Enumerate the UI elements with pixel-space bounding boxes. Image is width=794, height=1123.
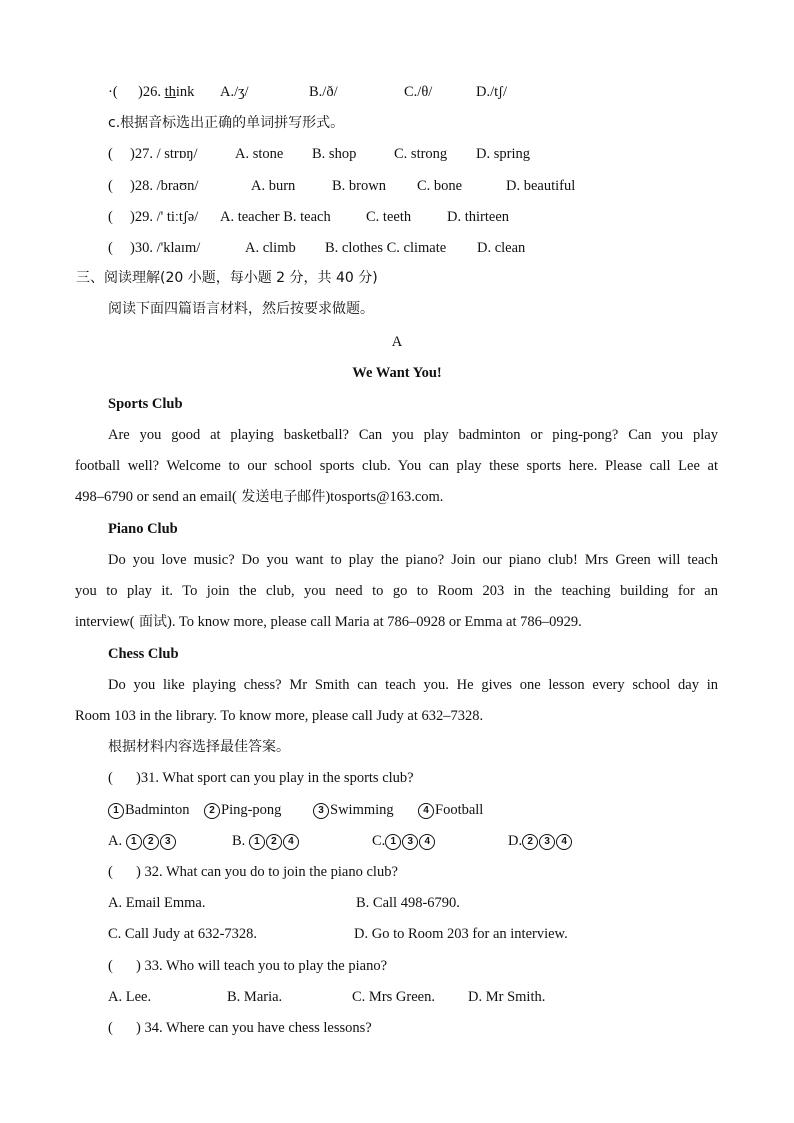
answer-paren: ( [108,864,113,880]
question-number: )27. / strɒŋ/ [130,146,198,162]
option-a: A. climb [245,240,296,256]
section-c-heading: c.根据音标选出正确的单词拼写形式。 [108,115,345,131]
option-c: C. Mrs Green. [352,989,435,1005]
option-a: A. Lee. [108,989,152,1005]
chess-club-line-2: Room 103 in the library. To know more, please call Judy at 632–7328. [75,708,484,724]
option-a: A./ʒ/ [220,84,249,100]
piano-club-line-1: Do you love music? Do you want to play the piano? Join our piano club! Mrs Green will teach [108,552,718,568]
chess-club-line-1: Do you like playing chess? Mr Smith can teach you. He gives one lesson every school day in [108,677,718,693]
sports-club-heading: Sports Club [108,396,183,412]
option-b: B. shop [312,146,357,162]
option-b-c: B. clothes C. climate [325,240,447,256]
answer-paren: ( [108,240,113,256]
option-d: D. spring [476,146,530,162]
option-c: C./θ/ [404,84,433,100]
answer-paren: ( [108,178,113,194]
list-item: 2 Ping-pong [204,800,281,820]
list-item: 3 Swimming [313,800,394,820]
question-number: )29. /' tiːtʃə/ [130,209,199,225]
option-b: B./ð/ [309,84,338,100]
list-item: 4 Football [418,800,483,820]
option-a-b: A. teacher B. teach [220,209,331,225]
question-stem: ) 32. What can you do to join the piano club? [136,864,398,880]
option-d: D. beautiful [506,178,576,194]
passage-letter: A [391,334,403,350]
sports-club-line-3: 498–6790 or send an email( 发送电子邮件)tosports@163.com. [75,489,444,505]
option-d: D. Mr Smith. [468,989,546,1005]
option-d: D./tʃ/ [476,84,508,100]
answer-paren: ( [108,146,113,162]
option-d: D. Go to Room 203 for an interview. [354,926,568,942]
answer-paren: ( [108,958,113,974]
question-stem: ) 34. Where can you have chess lessons? [136,1020,372,1036]
option-a: A. 1 2 3 [108,831,177,851]
option-c: C. 1 3 4 [372,831,436,851]
circled-number: 3 [313,803,329,819]
option-a: A. stone [235,146,284,162]
answer-paren: ·( [108,84,118,100]
section-3-title: 三、阅读理解(20 小题，每小题 2 分，共 40 分) [76,270,378,286]
option-b: B. 1 2 4 [232,831,300,851]
answer-paren: ( [108,1020,113,1036]
option-b: B. Call 498-6790. [356,895,460,911]
piano-club-heading: Piano Club [108,521,178,537]
piano-club-line-3: interview( 面试). To know more, please call Maria at 786–0928 or Emma at 786–0929. [75,614,582,630]
section-3-instruction: 阅读下面四篇语言材料，然后按要求做题。 [108,301,374,317]
option-b: B. brown [332,178,386,194]
answer-paren: ( [108,209,113,225]
list-item: 1 Badminton [108,800,189,820]
option-c: C. Call Judy at 632-7328. [108,926,258,942]
answer-paren: ( [108,770,113,786]
choose-instruction: 根据材料内容选择最佳答案。 [108,739,290,755]
circled-number: 1 [108,803,124,819]
question-number: )30. /'klaɪm/ [130,240,201,256]
option-c: C. bone [417,178,463,194]
circled-number: 4 [418,803,434,819]
option-c: C. strong [394,146,448,162]
option-d: D. clean [477,240,526,256]
option-b: B. Maria. [227,989,283,1005]
question-number: )28. /braʊn/ [130,178,199,194]
chess-club-heading: Chess Club [108,646,179,662]
question-stem: )31. What sport can you play in the sports club? [136,770,414,786]
question-number: )26. think [138,84,195,100]
underlined-letters: th [164,84,176,100]
passage-title: We Want You! [352,365,442,381]
circled-number: 2 [204,803,220,819]
sports-club-line-1: Are you good at playing basketball? Can you play badminton or ping-pong? Can you play [108,427,718,443]
option-a: A. Email Emma. [108,895,206,911]
piano-club-line-2: you to play it. To join the club, you need to go to Room 203 in the teaching building for an [75,583,718,599]
question-stem: ) 33. Who will teach you to play the piano? [136,958,388,974]
option-a: A. burn [251,178,296,194]
sports-club-line-2: football well? Welcome to our school sports club. You can play these sports here. Please call Lee at [75,458,718,474]
option-d: D. 2 3 4 [508,831,573,851]
option-d: D. thirteen [447,209,510,225]
option-c: C. teeth [366,209,412,225]
